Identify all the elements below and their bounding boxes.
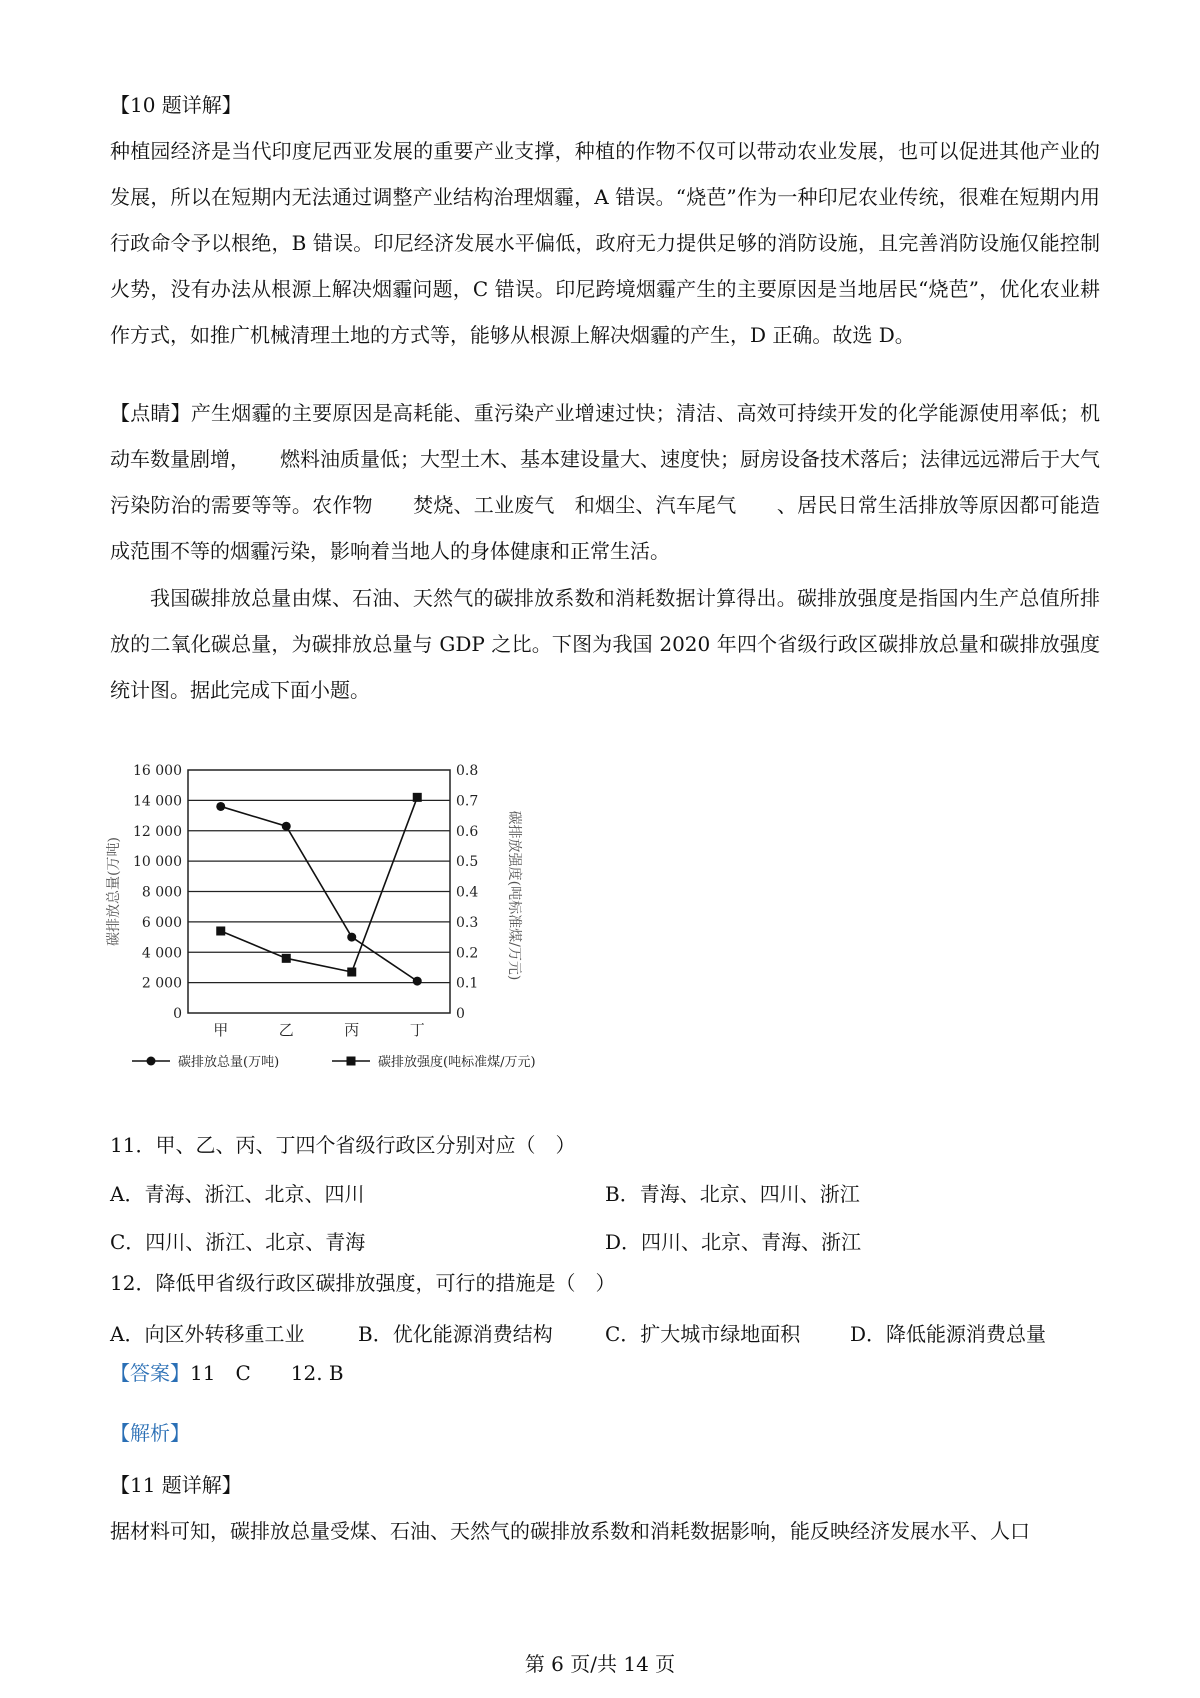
section-10-heading: 【10 题详解】 [110,93,242,117]
answer-label: 【答案】 [110,1361,190,1385]
y-left-tick-label: 8 000 [141,884,182,901]
section-11 [110,1462,1100,1554]
q11-option-a[interactable]: A．青海、浙江、北京、四川 [110,1182,365,1206]
x-category-label: 丙 [344,1021,360,1039]
y-left-tick-label: 12 000 [133,823,182,840]
y-right-tick-label: 0.7 [456,793,479,810]
legend-label-intensity: 碳排放强度(吨标准煤/万元) [378,1055,536,1070]
y-left-tick-label: 6 000 [141,914,182,931]
q11-stem: 11．甲、乙、丙、丁四个省级行政区分别对应（ ） [110,1133,576,1157]
y-right-tick-label: 0 [456,1006,465,1022]
section-10 [110,82,1100,358]
y-right-tick-label: 0.5 [456,854,479,871]
x-category-label: 甲 [213,1021,229,1039]
answer-text: 11 C 12. B [190,1361,344,1385]
y-left-tick-label: 10 000 [133,854,182,871]
y-right-tick-label: 0.4 [456,884,479,901]
tip-label: 【点睛】 [110,401,191,425]
y-right-tick-label: 0.3 [456,914,479,931]
q11-option-c[interactable]: C．四川、浙江、北京、青海 [110,1230,366,1254]
series-line-intensity [221,797,418,972]
analysis-block [110,1410,1100,1456]
y-right-tick-label: 0.2 [456,945,479,962]
data-point-total [413,977,422,986]
material-text: 我国碳排放总量由煤、石油、天然气的碳排放系数和消耗数据计算得出。碳排放强度是指国内生产总值所排放的二氧化碳总量，为碳排放总量与 GDP 之比。下图为我国 2020 年四个省级行政区碳排放总量和碳排放强度统计图。据此完成下面小题。 [110,586,1100,702]
q12-option-c[interactable]: C．扩大城市绿地面积 [605,1322,801,1346]
answer-block [110,1350,1100,1396]
y-right-tick-label: 0.6 [456,823,479,840]
data-point-intensity [282,954,291,963]
y-axis-right-title: 碳排放强度(吨标准煤/万元) [506,810,522,981]
y-left-tick-label: 4 000 [141,945,182,962]
y-right-tick-label: 0.8 [456,763,479,779]
legend-circle-marker [147,1057,156,1066]
data-point-total [216,802,225,811]
tip-block [110,390,1100,574]
x-category-label: 乙 [278,1021,294,1039]
analysis-label: 【解析】 [110,1421,190,1445]
legend-label-total: 碳排放总量(万吨) [178,1055,280,1070]
section-11-heading: 【11 题详解】 [110,1473,242,1497]
q11-option-b[interactable]: B．青海、北京、四川、浙江 [605,1182,860,1206]
x-category-label: 丁 [409,1021,425,1039]
q11-option-d[interactable]: D．四川、北京、青海、浙江 [605,1230,862,1254]
q12-option-d[interactable]: D．降低能源消费总量 [850,1322,1047,1346]
section-10-paragraph: 种植园经济是当代印度尼西亚发展的重要产业支撑，种植的作物不仅可以带动农业发展，也可以促进其他产业的发展，所以在短期内无法通过调整产业结构治理烟霾，A 错误。“烧芭”作为一种印尼农业传统，很难在短期内用行政命令予以根绝，B 错误。印尼经济发展水平偏低，政府无力提供足够的消防设施，且完善消防设施仅能控制火势，没有办法从根源上解决烟霾问题，C 错误。印尼跨境烟霾产生的主要原因是当地居民“烧芭”，优化农业耕作方式，如推广机械清理土地的方式等，能够从根源上解决烟霾的产生，D 正确。故选 D。 [110,139,1100,347]
q12-option-b[interactable]: B．优化能源消费结构 [358,1322,553,1346]
series-line-total [221,806,418,981]
q12-option-a[interactable]: A．向区外转移重工业 [110,1322,305,1346]
data-point-intensity [413,793,422,802]
chart-legend [132,1054,536,1070]
y-left-tick-label: 2 000 [141,975,182,992]
question-12 [110,1260,1100,1306]
data-point-total [347,933,356,942]
tip-text: 产生烟霾的主要原因是高耗能、重污染产业增速过快；清洁、高效可持续开发的化学能源使用率低；机动车数量剧增， 燃料油质量低；大型土木、基本建设量大、速度快；厨房设备技术落后；法律远远滞后于大气污染防治的需要等等。农作物 焚烧、工业废气 和烟尘、汽车尾气 、居民日常生活排放等原因都可能造成范围不等的烟霾污染，影响着当地人的身体健康和正常生活。 [110,401,1101,563]
y-left-tick-label: 0 [173,1006,182,1022]
material-block [110,575,1100,713]
y-axis-left-title: 碳排放总量(万吨) [106,837,122,946]
data-point-total [282,822,291,831]
y-right-tick-label: 0.1 [456,975,479,992]
section-11-text: 据材料可知，碳排放总量受煤、石油、天然气的碳排放系数和消耗数据影响，能反映经济发展水平、人口 [110,1519,1030,1543]
carbon-chart [100,760,600,1100]
legend-square-marker [347,1057,356,1066]
data-point-intensity [216,926,225,935]
y-left-tick-label: 16 000 [133,763,182,779]
chart-svg [100,760,600,1100]
data-point-intensity [347,967,356,976]
question-11 [110,1122,1100,1168]
page-footer: 第 6 页/共 14 页 [524,1652,676,1676]
y-left-tick-label: 14 000 [133,793,182,810]
q12-stem: 12．降低甲省级行政区碳排放强度，可行的措施是（ ） [110,1271,616,1295]
